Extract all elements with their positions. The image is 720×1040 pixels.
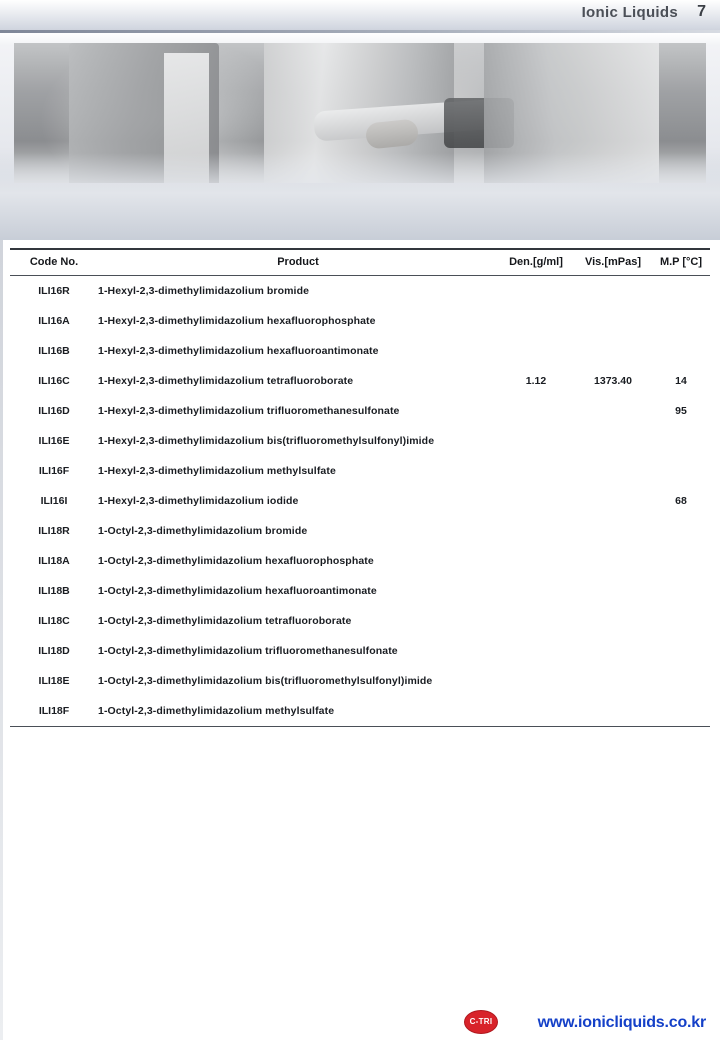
- cell-density: [498, 486, 574, 516]
- table-header: [10, 250, 710, 275]
- cell-viscosity: [574, 666, 652, 696]
- cell-product: 1-Hexyl-2,3-dimethylimidazolium hexafluorophosphate: [98, 315, 376, 327]
- cell-product: 1-Hexyl-2,3-dimethylimidazolium bis(trifluoromethylsulfonyl)imide: [98, 435, 435, 447]
- company-logo: C-TRI: [464, 1010, 498, 1034]
- cell-code: ILI16B: [38, 345, 70, 357]
- cell-code: ILI18C: [38, 615, 70, 627]
- product-table-section: [0, 248, 720, 727]
- cell-viscosity: [574, 456, 652, 486]
- table-row: [10, 336, 710, 366]
- column-header-density: Den.[g/ml]: [509, 256, 563, 268]
- cell-melting-point: [652, 336, 710, 366]
- table-row: [10, 576, 710, 606]
- cell-melting-point: [652, 306, 710, 336]
- cell-melting-point: [652, 606, 710, 636]
- cell-product: 1-Octyl-2,3-dimethylimidazolium hexafluorophosphate: [98, 555, 374, 567]
- cell-code: ILI16I: [40, 495, 68, 507]
- cell-code: ILI16F: [38, 465, 70, 477]
- cell-product: 1-Octyl-2,3-dimethylimidazolium tetrafluoroborate: [98, 615, 352, 627]
- cell-viscosity: [574, 546, 652, 576]
- cell-viscosity: [574, 606, 652, 636]
- cell-viscosity: 1373.40: [594, 375, 632, 387]
- cell-density: [498, 456, 574, 486]
- cell-density: [498, 396, 574, 426]
- cell-code: ILI18R: [38, 525, 70, 537]
- cell-product: 1-Hexyl-2,3-dimethylimidazolium bromide: [98, 285, 310, 297]
- cell-density: [498, 426, 574, 456]
- cell-melting-point: [652, 276, 710, 306]
- table-row: [10, 606, 710, 636]
- table-row: [10, 396, 710, 426]
- cell-viscosity: [574, 696, 652, 726]
- cell-melting-point: [652, 426, 710, 456]
- cell-product: 1-Octyl-2,3-dimethylimidazolium bromide: [98, 525, 308, 537]
- cell-product: 1-Octyl-2,3-dimethylimidazolium bis(trifluoromethylsulfonyl)imide: [98, 675, 433, 687]
- cell-code: ILI16A: [38, 315, 70, 327]
- cell-melting-point: [652, 516, 710, 546]
- page-footer: [0, 1006, 720, 1040]
- cell-density: [498, 306, 574, 336]
- cell-code: ILI18F: [38, 705, 70, 717]
- cell-melting-point: [652, 456, 710, 486]
- table-row: [10, 456, 710, 486]
- cell-code: ILI18B: [38, 585, 70, 597]
- cell-melting-point: [652, 546, 710, 576]
- table-row: [10, 666, 710, 696]
- table-header-row: [10, 250, 710, 275]
- cell-product: 1-Octyl-2,3-dimethylimidazolium methylsulfate: [98, 705, 335, 717]
- page-header: [0, 0, 720, 30]
- cell-melting-point: 95: [675, 405, 687, 417]
- cell-melting-point: [652, 576, 710, 606]
- cell-viscosity: [574, 426, 652, 456]
- cell-melting-point: 14: [675, 375, 687, 387]
- cell-density: [498, 516, 574, 546]
- cell-density: 1.12: [525, 375, 547, 387]
- cell-code: ILI18E: [38, 675, 70, 687]
- product-table-body-wrap: [10, 276, 710, 726]
- cell-viscosity: [574, 276, 652, 306]
- cell-product: 1-Hexyl-2,3-dimethylimidazolium trifluoromethanesulfonate: [98, 405, 400, 417]
- cell-melting-point: [652, 696, 710, 726]
- cell-density: [498, 276, 574, 306]
- cell-product: 1-Hexyl-2,3-dimethylimidazolium methylsulfate: [98, 465, 336, 477]
- cell-viscosity: [574, 306, 652, 336]
- cell-viscosity: [574, 336, 652, 366]
- cell-melting-point: [652, 666, 710, 696]
- table-row: [10, 696, 710, 726]
- cell-product: 1-Hexyl-2,3-dimethylimidazolium hexafluoroantimonate: [98, 345, 379, 357]
- cell-melting-point: 68: [675, 495, 687, 507]
- cell-density: [498, 606, 574, 636]
- column-header-product: Product: [277, 256, 319, 268]
- column-header-melting-point: M.P [°C]: [659, 256, 703, 268]
- cell-code: ILI16C: [38, 375, 70, 387]
- cell-viscosity: [574, 576, 652, 606]
- table-row: [10, 486, 710, 516]
- cell-product: 1-Octyl-2,3-dimethylimidazolium hexafluoroantimonate: [98, 585, 377, 597]
- cell-density: [498, 546, 574, 576]
- cell-density: [498, 336, 574, 366]
- table-row: [10, 306, 710, 336]
- cell-product: 1-Octyl-2,3-dimethylimidazolium trifluoromethanesulfonate: [98, 645, 398, 657]
- cell-product: 1-Hexyl-2,3-dimethylimidazolium tetrafluoroborate: [98, 375, 354, 387]
- cell-code: ILI16R: [38, 285, 70, 297]
- cell-melting-point: [652, 636, 710, 666]
- column-header-viscosity: Vis.[mPas]: [584, 256, 642, 268]
- table-row: [10, 516, 710, 546]
- table-bottom-rule: [10, 726, 710, 727]
- page-title: Ionic Liquids: [581, 4, 678, 21]
- website-url[interactable]: www.ionicliquids.co.kr: [537, 1014, 706, 1031]
- cell-code: ILI18A: [38, 555, 70, 567]
- cell-density: [498, 696, 574, 726]
- cell-density: [498, 636, 574, 666]
- page-number: 7: [697, 3, 706, 20]
- hero-fade-overlay: [0, 153, 720, 240]
- table-row: [10, 276, 710, 306]
- cell-viscosity: [574, 486, 652, 516]
- table-row: [10, 546, 710, 576]
- hero-banner: [0, 33, 720, 240]
- cell-product: 1-Hexyl-2,3-dimethylimidazolium iodide: [98, 495, 299, 507]
- table-body: [10, 276, 710, 726]
- cell-density: [498, 666, 574, 696]
- cell-viscosity: [574, 516, 652, 546]
- cell-viscosity: [574, 396, 652, 426]
- column-header-code: Code No.: [29, 256, 79, 268]
- cell-code: ILI16D: [38, 405, 70, 417]
- table-row: [10, 636, 710, 666]
- cell-code: ILI16E: [38, 435, 70, 447]
- table-row: [10, 426, 710, 456]
- cell-code: ILI18D: [38, 645, 70, 657]
- product-table: [10, 250, 710, 275]
- cell-density: [498, 576, 574, 606]
- cell-viscosity: [574, 636, 652, 666]
- table-row: [10, 366, 710, 396]
